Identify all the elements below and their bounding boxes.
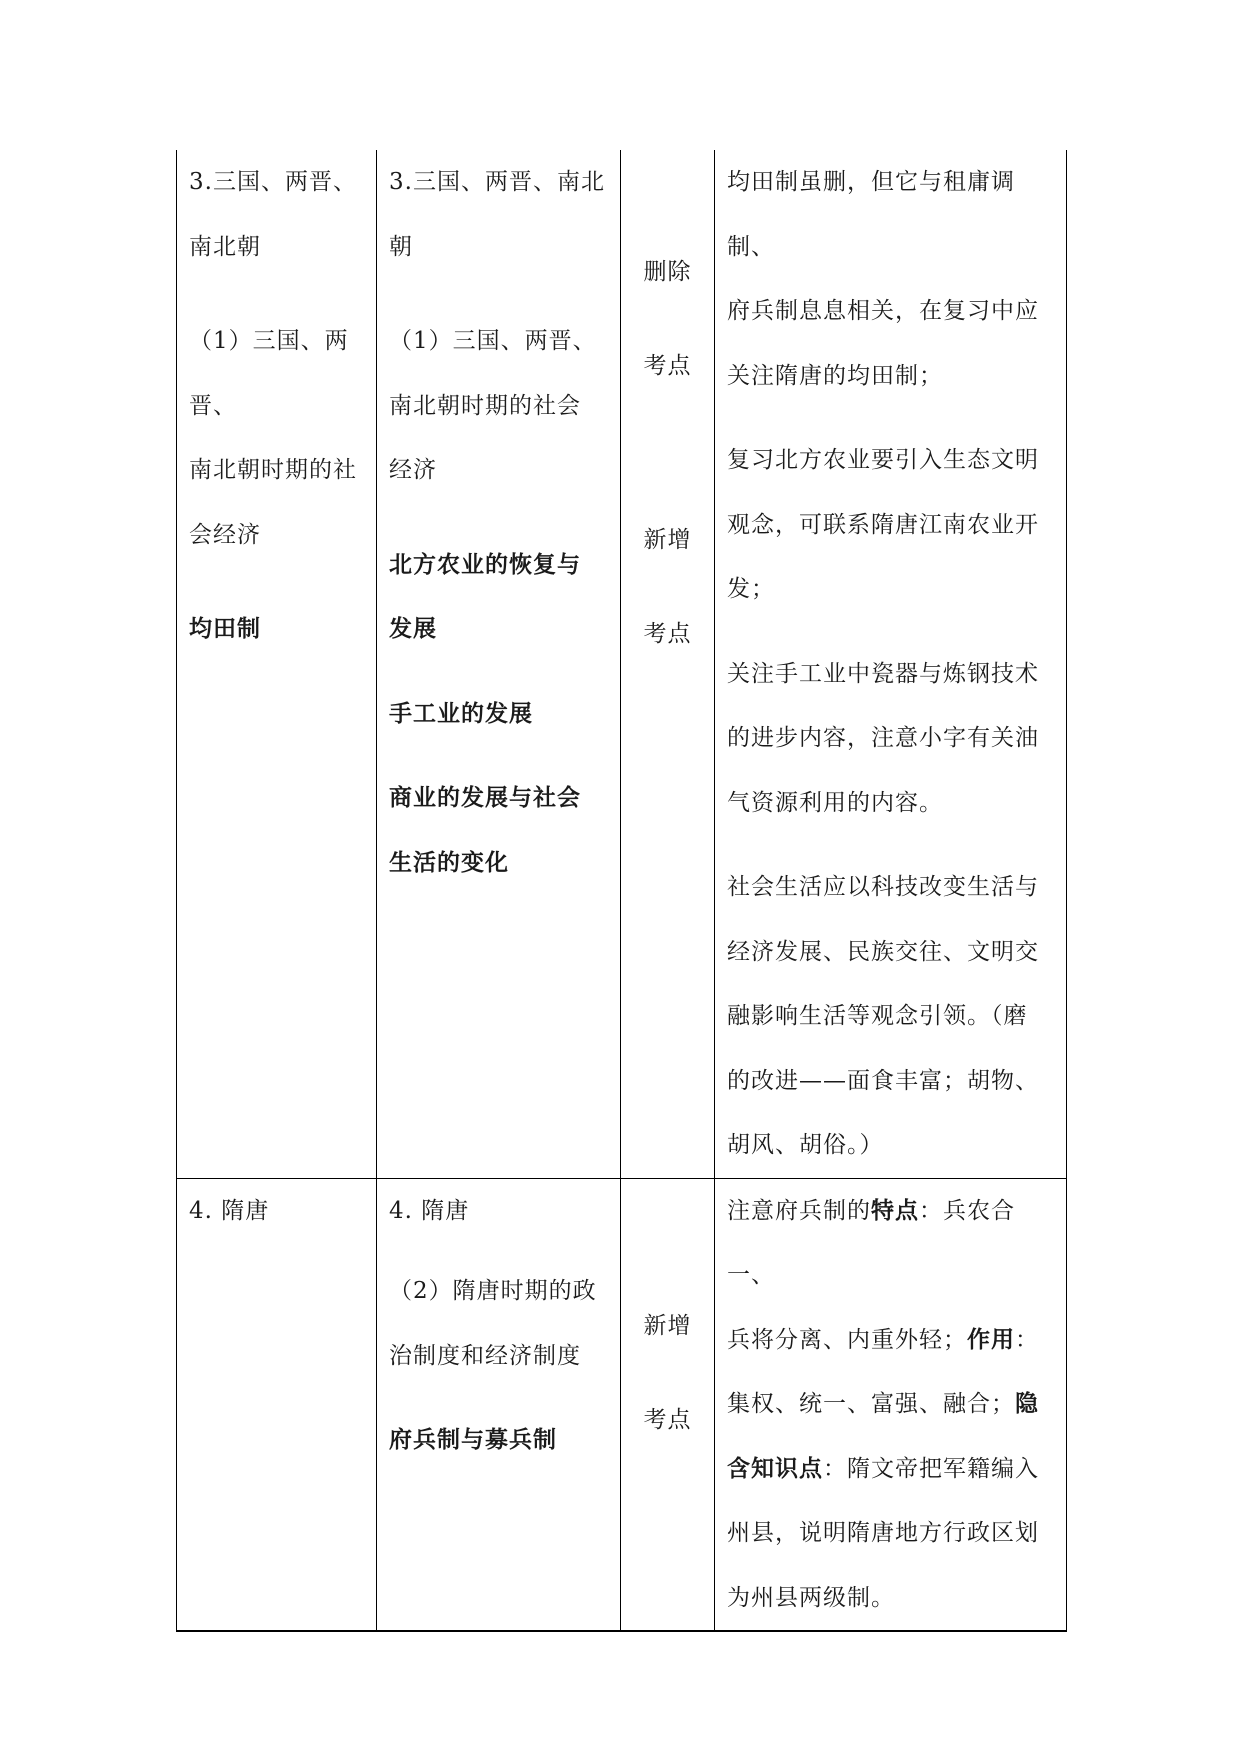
subsection-heading: 南北朝时期的社会 (389, 392, 581, 419)
subsection-heading: 南北朝时期的社 (189, 457, 357, 483)
subsection-heading: 经济 (389, 457, 437, 483)
section-heading: 南北朝 (189, 233, 261, 260)
advice-paragraph: 均田制虽删，但它与租庸调制、 府兵制息息相关，在复习中应 关注隋唐的均田制； (727, 169, 1039, 389)
review-advice-cell (715, 1178, 1067, 1631)
advice-line: 集权、统一、富强、融合；隐 (727, 1391, 1039, 1417)
subsection-heading: （2）隋唐时期的政 (389, 1278, 597, 1304)
subsection-heading: 治制度和经济制度 (389, 1342, 581, 1369)
new-syllabus-cell (377, 1178, 621, 1631)
advice-paragraph: 社会生活应以科技改变生活与 经济发展、民族交往、文明交 融影响生活等观念引领。（磨 的改进——面食丰富；胡物、 胡风、胡俗。） (727, 874, 1039, 1158)
section-heading: 4. 隋唐 (389, 1197, 470, 1224)
subsection-heading: （1）三国、两晋、 (189, 328, 349, 419)
section-heading: 4. 隋唐 (189, 1197, 270, 1224)
change-tag: 考点 (643, 1406, 692, 1433)
removed-topic: 均田制 (189, 616, 261, 642)
advice-line: 兵将分离、内重外轻；作用： (727, 1326, 1039, 1353)
change-type-cell (621, 150, 715, 1178)
added-topic: 手工业的发展 (389, 700, 533, 727)
advice-line: 注意府兵制的特点：兵农合一、 (727, 1197, 1015, 1288)
added-topic: 发展 (389, 616, 437, 642)
advice-line: 州县，说明隋唐地方行政区划 (727, 1520, 1039, 1546)
section-heading: 3.三国、两晋、 (189, 169, 357, 195)
change-type-cell (621, 1178, 715, 1631)
change-tag: 新增 (643, 1312, 692, 1339)
change-tag: 删除 (643, 259, 692, 285)
keyword: 隐 (1015, 1391, 1039, 1417)
syllabus-comparison-table (176, 150, 1067, 1632)
old-syllabus-cell (177, 150, 377, 1178)
added-topic: 府兵制与募兵制 (389, 1427, 557, 1453)
section-heading: 朝 (389, 233, 413, 260)
review-advice-cell (715, 150, 1067, 1178)
table-row (177, 1178, 1067, 1631)
added-topic: 北方农业的恢复与 (389, 551, 581, 578)
new-syllabus-cell (377, 150, 621, 1178)
advice-paragraph: 复习北方农业要引入生态文明 观念，可联系隋唐江南农业开 发； (727, 447, 1039, 602)
advice-line: 含知识点：隋文帝把军籍编入 (727, 1455, 1039, 1482)
advice-paragraph: 关注手工业中瓷器与炼钢技术 的进步内容，注意小字有关油 气资源利用的内容。 (727, 660, 1039, 816)
keyword: 特点 (871, 1197, 919, 1224)
keyword: 作用 (967, 1326, 1015, 1353)
added-topic: 生活的变化 (389, 849, 509, 876)
added-topic: 商业的发展与社会 (389, 785, 581, 811)
keyword: 含知识点 (727, 1455, 823, 1482)
old-syllabus-cell (177, 1178, 377, 1631)
advice-line: 为州县两级制。 (727, 1584, 895, 1611)
change-tag: 新增 (643, 527, 692, 553)
subsection-heading: 会经济 (189, 521, 261, 548)
table-row (177, 150, 1067, 1178)
change-tag: 考点 (643, 353, 692, 379)
section-heading: 3.三国、两晋、南北 (389, 169, 605, 195)
change-tag: 考点 (643, 621, 692, 647)
subsection-heading: （1）三国、两晋、 (389, 328, 597, 354)
